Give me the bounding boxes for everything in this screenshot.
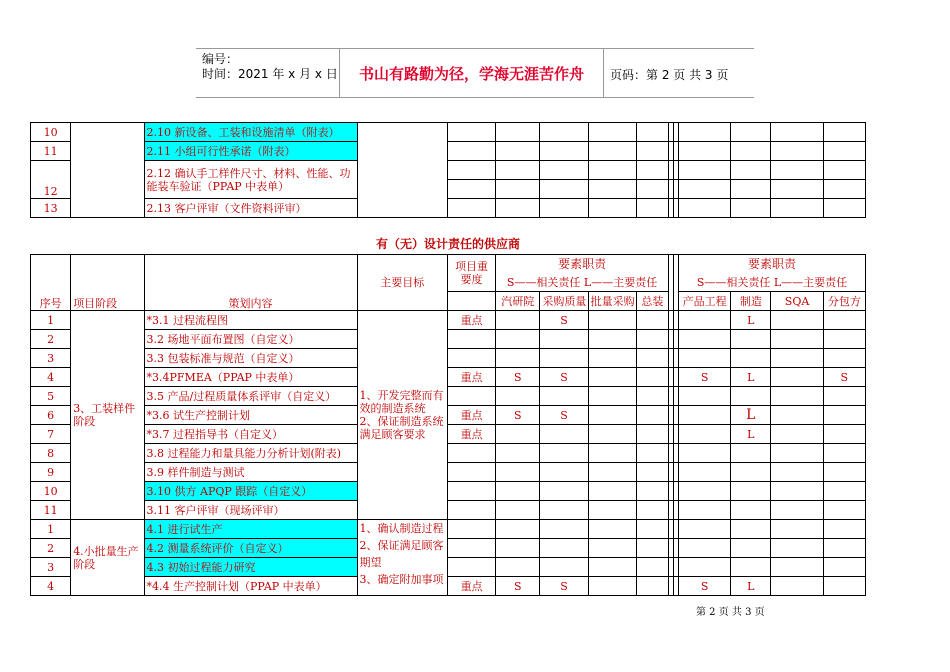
duty-cell xyxy=(636,463,668,482)
duty-cell xyxy=(636,311,668,330)
importance-cell xyxy=(447,330,495,349)
duty-cell xyxy=(540,520,588,539)
dept-header: SQA xyxy=(771,292,823,311)
duty-cell xyxy=(588,387,636,406)
duty-cell: L xyxy=(731,368,771,387)
duty-cell xyxy=(636,539,668,558)
duty-cell xyxy=(496,501,540,520)
duty-cell xyxy=(771,577,823,596)
duty-cell xyxy=(771,387,823,406)
duty-cell xyxy=(588,482,636,501)
row-number: 1 xyxy=(31,311,71,330)
duty-cell: S xyxy=(496,368,540,387)
row-number: 1 xyxy=(31,520,71,539)
duty-cell xyxy=(679,558,731,577)
duty-cell xyxy=(823,387,865,406)
row-number: 3 xyxy=(31,558,71,577)
plan-content: 4.1 进行试生产 xyxy=(144,520,357,539)
goal-line: 3、确定附加事项 xyxy=(359,573,444,586)
duty-cell xyxy=(540,482,588,501)
goal-line: 2、保证满足顾客期望 xyxy=(359,539,444,569)
header-legend-right: S——相关责任 L——主要责任 xyxy=(679,273,866,292)
importance-cell xyxy=(447,558,495,577)
duty-cell xyxy=(540,463,588,482)
top-stage-cell xyxy=(71,123,144,218)
duty-cell xyxy=(731,558,771,577)
duty-cell xyxy=(731,501,771,520)
dept-header: 制造 xyxy=(731,292,771,311)
top-row-no: 12 xyxy=(31,161,71,199)
top-table xyxy=(30,122,866,218)
duty-cell xyxy=(823,463,865,482)
header-stage: 项目阶段 xyxy=(71,255,144,311)
duty-cell xyxy=(636,406,668,425)
duty-cell xyxy=(731,349,771,368)
duty-cell xyxy=(771,558,823,577)
goal-line: 1、确认制造过程 xyxy=(359,522,444,535)
header-duty-right: 要素职责 xyxy=(679,255,866,274)
duty-cell xyxy=(496,444,540,463)
header-content: 策划内容 xyxy=(144,255,357,311)
row-number: 5 xyxy=(31,387,71,406)
importance-cell: 重点 xyxy=(447,577,495,596)
table-row xyxy=(31,425,866,444)
importance-cell xyxy=(447,387,495,406)
duty-cell xyxy=(771,444,823,463)
plan-content: *3.7 过程指导书（自定义） xyxy=(144,425,357,444)
table-row xyxy=(31,577,866,596)
duty-cell xyxy=(496,311,540,330)
duty-cell xyxy=(679,406,731,425)
plan-content: 3.8 过程能力和量具能力分析计划(附表) xyxy=(144,444,357,463)
duty-cell: L xyxy=(731,406,771,425)
duty-cell xyxy=(540,539,588,558)
duty-cell xyxy=(496,558,540,577)
top-row-no: 13 xyxy=(31,199,71,218)
duty-cell xyxy=(588,444,636,463)
duty-cell xyxy=(588,406,636,425)
duty-cell xyxy=(771,330,823,349)
duty-cell xyxy=(588,577,636,596)
plan-content: 3.3 包装标准与规范（自定义） xyxy=(144,349,357,368)
duty-cell xyxy=(540,349,588,368)
section-title: 有（无）设计责任的供应商 xyxy=(375,237,520,251)
plan-content: *3.1 过程流程图 xyxy=(144,311,357,330)
stage-label: 3、工装样件阶段 xyxy=(71,311,144,520)
goal-cell: 1、开发完整而有效的制造系统 2、保证制造系统满足顾客要求 xyxy=(357,311,447,520)
page-footer: 第 2 页 共 3 页 xyxy=(696,607,765,618)
importance-cell: 重点 xyxy=(447,368,495,387)
duty-cell xyxy=(540,501,588,520)
importance-cell: 重点 xyxy=(447,425,495,444)
duty-cell xyxy=(679,501,731,520)
duty-cell xyxy=(679,311,731,330)
importance-cell xyxy=(447,444,495,463)
duty-cell xyxy=(731,482,771,501)
dept-header: 分包方 xyxy=(823,292,865,311)
stage3-rows xyxy=(31,311,866,520)
duty-cell xyxy=(823,311,865,330)
duty-cell: S xyxy=(679,577,731,596)
dept-header: 产品工程 xyxy=(679,292,731,311)
header-duty-left: 要素职责 xyxy=(496,255,669,274)
header-legend-left: S——相关责任 L——主要责任 xyxy=(496,273,669,292)
plan-content: 3.10 供方 APQP 跟踪（自定义） xyxy=(144,482,357,501)
header-importance: 项目重要度 xyxy=(447,255,495,292)
table-row xyxy=(31,520,866,539)
duty-cell xyxy=(823,330,865,349)
plan-content: 4.3 初始过程能力研究 xyxy=(144,558,357,577)
top-row-content: 2.11 小组可行性承诺（附表） xyxy=(144,142,357,161)
duty-cell xyxy=(496,387,540,406)
duty-cell xyxy=(679,425,731,444)
duty-cell xyxy=(636,368,668,387)
top-row-content: 2.12 确认手工样件尺寸、材料、性能、功能装车验证（PPAP 中表单） xyxy=(144,161,357,199)
duty-cell xyxy=(771,501,823,520)
duty-cell: L xyxy=(731,311,771,330)
importance-cell: 重点 xyxy=(447,406,495,425)
top-row-no: 11 xyxy=(31,142,71,161)
duty-cell xyxy=(588,558,636,577)
duty-cell xyxy=(679,349,731,368)
duty-cell xyxy=(540,444,588,463)
duty-cell xyxy=(588,520,636,539)
duty-cell xyxy=(771,425,823,444)
plan-content: 3.9 样件制造与测试 xyxy=(144,463,357,482)
doc-time-label: 时间：2021 年 x 月 x 日 xyxy=(202,67,338,81)
duty-cell xyxy=(731,387,771,406)
header-page-label: 页码：第 2 页 共 3 页 xyxy=(610,68,729,82)
duty-cell xyxy=(636,520,668,539)
duty-cell xyxy=(823,349,865,368)
row-number: 4 xyxy=(31,368,71,387)
plan-content: 4.2 测量系统评价（自定义） xyxy=(144,539,357,558)
duty-cell xyxy=(636,330,668,349)
duty-cell: S xyxy=(540,368,588,387)
duty-cell xyxy=(771,463,823,482)
top-row-no: 10 xyxy=(31,123,71,142)
importance-cell: 重点 xyxy=(447,311,495,330)
duty-cell xyxy=(731,520,771,539)
duty-cell xyxy=(636,482,668,501)
plan-content: 3.5 产品/过程质量体系评审（自定义） xyxy=(144,387,357,406)
importance-cell xyxy=(447,463,495,482)
duty-cell xyxy=(771,368,823,387)
duty-cell xyxy=(823,425,865,444)
dept-header: 采购质量 xyxy=(540,292,588,311)
table-row xyxy=(31,368,866,387)
plan-content: *3.4PFMEA（PPAP 中表单） xyxy=(144,368,357,387)
header-left xyxy=(202,52,338,82)
duty-cell xyxy=(731,539,771,558)
duty-cell xyxy=(679,444,731,463)
duty-cell: S xyxy=(540,406,588,425)
importance-cell xyxy=(447,482,495,501)
duty-cell xyxy=(823,520,865,539)
duty-cell xyxy=(731,330,771,349)
table-row xyxy=(31,387,866,406)
row-number: 2 xyxy=(31,330,71,349)
duty-cell xyxy=(588,463,636,482)
duty-cell xyxy=(496,520,540,539)
header-motto: 书山有路勤为径，学海无涯苦作舟 xyxy=(339,49,604,97)
duty-cell xyxy=(731,444,771,463)
duty-cell xyxy=(588,539,636,558)
table-row xyxy=(31,558,866,577)
duty-cell xyxy=(496,330,540,349)
table-row xyxy=(31,539,866,558)
duty-cell xyxy=(679,520,731,539)
plan-content: 3.2 场地平面布置图（自定义） xyxy=(144,330,357,349)
top-row-content: 2.10 新设备、工装和设施清单（附表） xyxy=(144,123,357,142)
duty-cell xyxy=(496,425,540,444)
duty-cell xyxy=(540,387,588,406)
goal-cell xyxy=(357,520,447,596)
row-number: 7 xyxy=(31,425,71,444)
plan-content: 3.11 客户评审（现场评审） xyxy=(144,501,357,520)
duty-cell xyxy=(679,387,731,406)
duty-cell xyxy=(823,501,865,520)
stage4-rows xyxy=(31,520,866,596)
dept-header: 汽研院 xyxy=(496,292,540,311)
row-number: 11 xyxy=(31,501,71,520)
duty-cell: S xyxy=(540,311,588,330)
duty-cell xyxy=(588,330,636,349)
duty-cell xyxy=(588,501,636,520)
duty-cell xyxy=(588,311,636,330)
top-row-content: 2.13 客户评审（文件资料评审） xyxy=(144,199,357,218)
duty-cell xyxy=(496,463,540,482)
duty-cell xyxy=(771,520,823,539)
header-goal: 主要目标 xyxy=(357,255,447,311)
duty-cell: L xyxy=(731,425,771,444)
main-table xyxy=(30,254,866,596)
duty-cell xyxy=(636,425,668,444)
doc-number-label: 编号： xyxy=(202,52,239,66)
table-row xyxy=(31,463,866,482)
duty-cell xyxy=(636,577,668,596)
table-row xyxy=(31,330,866,349)
duty-cell xyxy=(679,463,731,482)
duty-cell xyxy=(636,444,668,463)
row-number: 8 xyxy=(31,444,71,463)
duty-cell: S xyxy=(540,577,588,596)
duty-cell xyxy=(823,406,865,425)
importance-cell xyxy=(447,539,495,558)
duty-cell xyxy=(636,387,668,406)
duty-cell xyxy=(636,349,668,368)
duty-cell: S xyxy=(496,406,540,425)
plan-content: *3.6 试生产控制计划 xyxy=(144,406,357,425)
duty-cell: S xyxy=(496,577,540,596)
duty-cell xyxy=(771,349,823,368)
duty-cell xyxy=(496,349,540,368)
row-number: 10 xyxy=(31,482,71,501)
top-goal-cell xyxy=(357,123,447,218)
duty-cell xyxy=(679,539,731,558)
duty-cell xyxy=(823,444,865,463)
duty-cell xyxy=(540,330,588,349)
dept-header: 总装 xyxy=(636,292,668,311)
duty-cell xyxy=(771,406,823,425)
duty-cell: L xyxy=(731,577,771,596)
duty-cell xyxy=(636,558,668,577)
duty-cell: S xyxy=(823,368,865,387)
table-row xyxy=(31,406,866,425)
duty-cell xyxy=(540,558,588,577)
duty-cell xyxy=(771,311,823,330)
header-seq: 序号 xyxy=(31,255,71,311)
table-row xyxy=(31,501,866,520)
duty-cell: S xyxy=(679,368,731,387)
importance-cell xyxy=(447,501,495,520)
row-number: 6 xyxy=(31,406,71,425)
duty-cell xyxy=(588,368,636,387)
duty-cell xyxy=(823,539,865,558)
plan-content: *4.4 生产控制计划（PPAP 中表单） xyxy=(144,577,357,596)
duty-cell xyxy=(588,349,636,368)
table-row xyxy=(31,311,866,330)
row-number: 4 xyxy=(31,577,71,596)
importance-cell xyxy=(447,349,495,368)
table-row xyxy=(31,444,866,463)
duty-cell xyxy=(496,539,540,558)
row-number: 2 xyxy=(31,539,71,558)
duty-cell xyxy=(588,425,636,444)
dept-header: 批量采购 xyxy=(588,292,636,311)
importance-cell xyxy=(447,520,495,539)
duty-cell xyxy=(679,482,731,501)
row-number: 3 xyxy=(31,349,71,368)
table-row xyxy=(31,482,866,501)
duty-cell xyxy=(823,482,865,501)
duty-cell xyxy=(823,558,865,577)
table-row xyxy=(31,349,866,368)
duty-cell xyxy=(771,539,823,558)
page-header xyxy=(196,48,754,98)
row-number: 9 xyxy=(31,463,71,482)
duty-cell xyxy=(636,501,668,520)
duty-cell xyxy=(823,577,865,596)
duty-cell xyxy=(731,463,771,482)
duty-cell xyxy=(496,482,540,501)
duty-cell xyxy=(771,482,823,501)
duty-cell xyxy=(679,330,731,349)
stage-label: 4.小批量生产阶段 xyxy=(71,520,144,596)
duty-cell xyxy=(540,425,588,444)
